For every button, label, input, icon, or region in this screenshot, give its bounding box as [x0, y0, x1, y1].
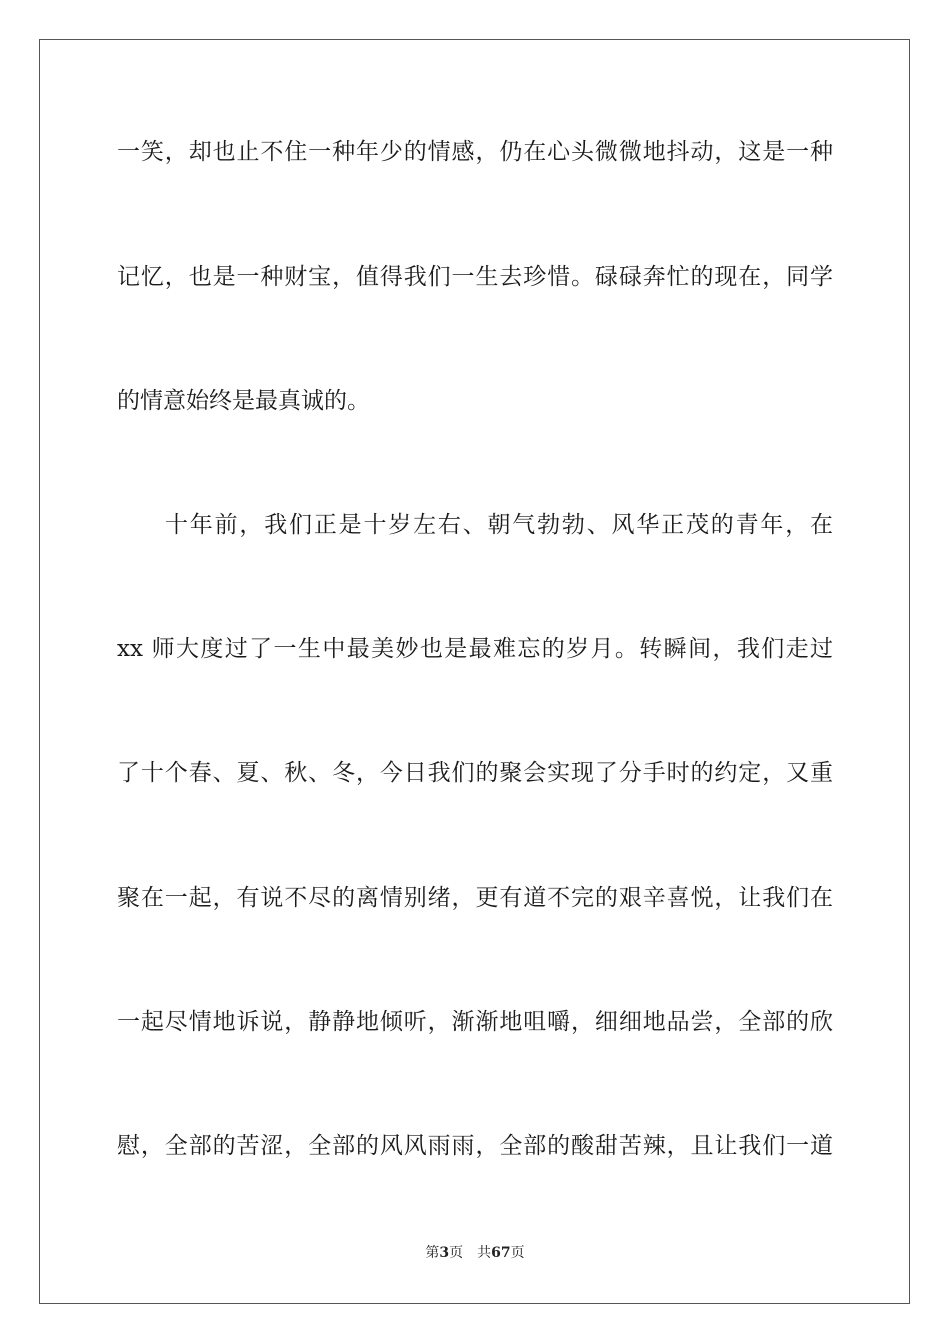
total-label-suffix: 页 — [510, 1245, 525, 1261]
text-line: 的情意始终是最真诚的。 — [117, 388, 370, 414]
text-line: 聚在一起，有说不尽的离情别绪，更有道不完的艰辛喜悦，让我们在 — [117, 885, 833, 911]
page-number: 3 — [439, 1245, 450, 1261]
text-line: 一起尽情地诉说，静静地倾听，渐渐地咀嚼，细细地品尝，全部的欣 — [117, 1009, 833, 1035]
total-pages: 67 — [491, 1245, 511, 1261]
text-line: 慰，全部的苦涩，全部的风风雨雨，全部的酸甜苦辣，且让我们一道 — [117, 1133, 833, 1159]
paragraph-first-line: 十年前，我们正是十岁左右、朝气勃勃、风华正茂的青年，在 — [165, 512, 833, 538]
text-line: 一笑，却也止不住一种年少的情感，仍在心头微微地抖动，这是一种 — [117, 139, 833, 165]
total-label-prefix: 共 — [477, 1245, 492, 1261]
page-label-prefix: 第 — [425, 1245, 440, 1261]
text-line: 记忆，也是一种财宝，值得我们一生去珍惜。碌碌奔忙的现在，同学 — [117, 264, 833, 290]
text-line: 了十个春、夏、秋、冬，今日我们的聚会实现了分手时的约定，又重 — [117, 760, 833, 786]
page-border — [39, 39, 910, 1304]
page-footer — [0, 1244, 950, 1262]
text-line: xx 师大度过了一生中最美妙也是最难忘的岁月。转瞬间，我们走过 — [117, 636, 833, 662]
page-label-suffix: 页 — [449, 1245, 464, 1261]
